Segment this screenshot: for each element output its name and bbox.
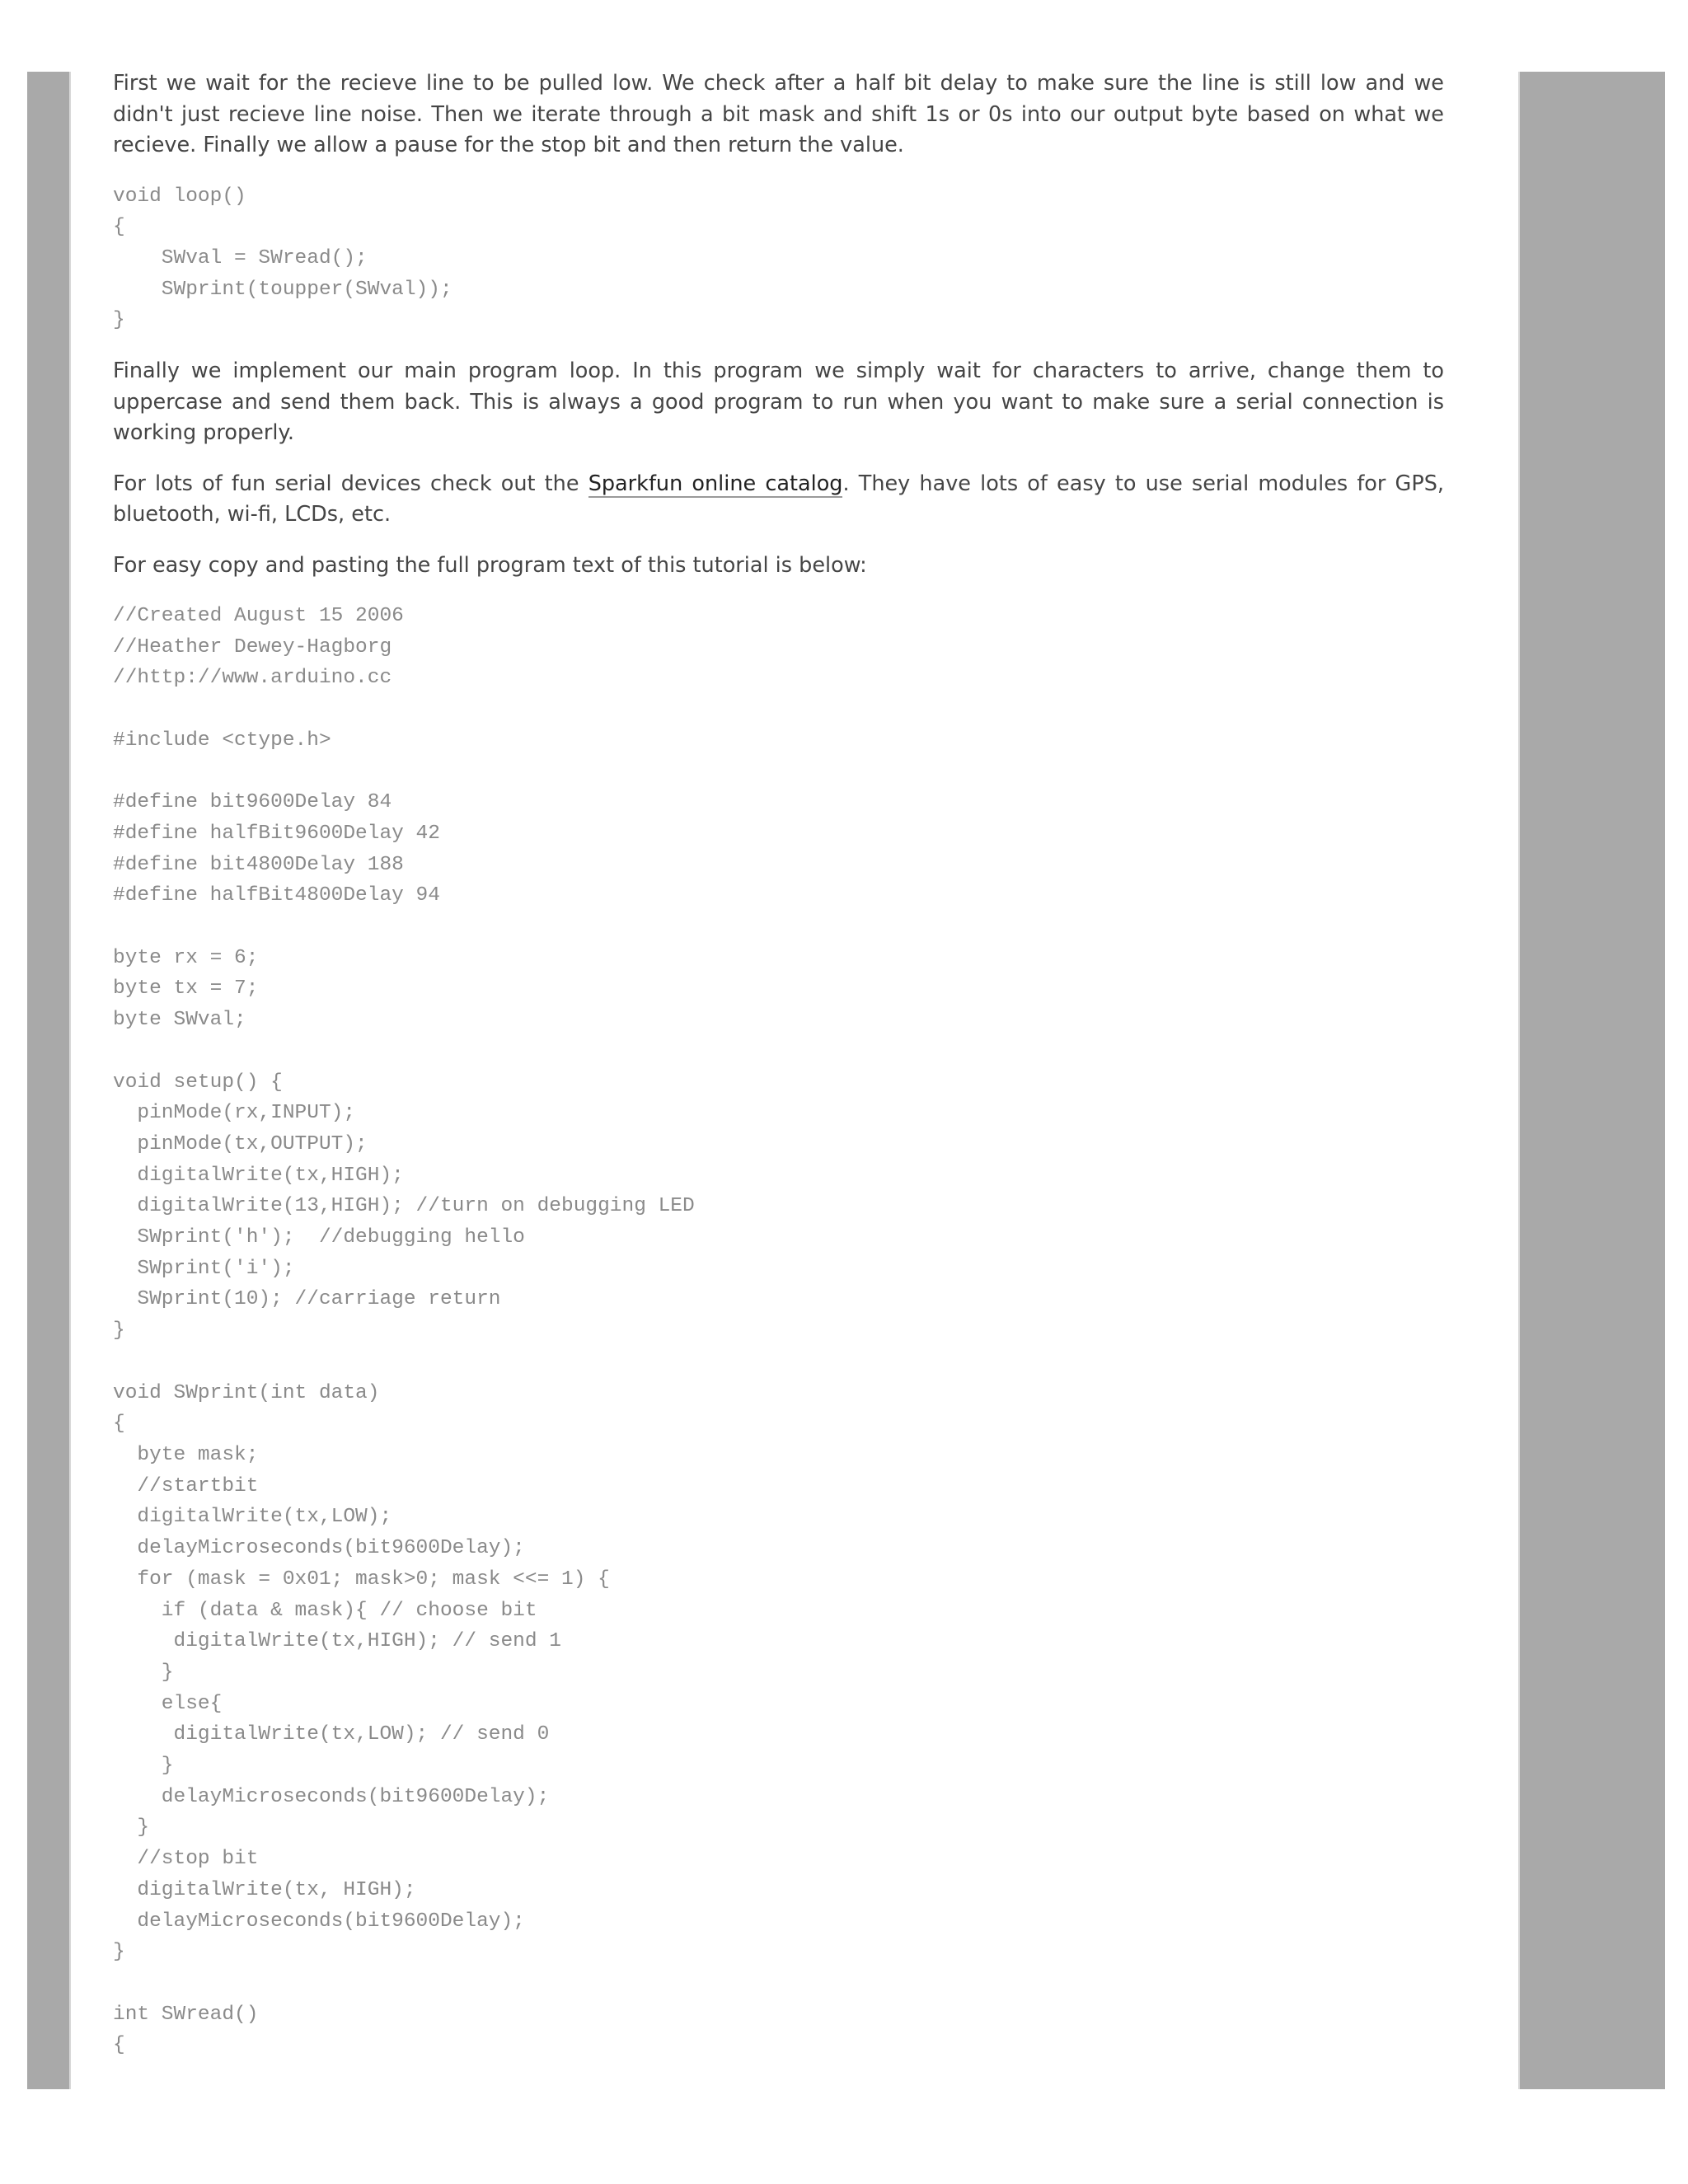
- receive-explanation-paragraph: First we wait for the recieve line to be pulled low. We check after a half bit delay to make sure the line is still low and we didn't just recieve line noise. Then we iterate through a bit mask and shift 1s or 0s into our output byte based on what we recieve. Finally we allow a pause for the stop bit and then return the value.: [113, 71, 1444, 157]
- sparkfun-catalog-link[interactable]: Sparkfun online catalog: [588, 471, 843, 496]
- left-margin-bar: [27, 72, 71, 2089]
- article-body: [113, 68, 1444, 2081]
- sparkfun-text-after: . They have lots of easy to use serial modules for GPS, bluetooth, wi-fi, LCDs, etc.: [113, 471, 1444, 527]
- right-margin-bar: [1518, 72, 1665, 2089]
- loop-code-block: void loop() { SWval = SWread(); SWprint(toupper(SWval)); }: [113, 185, 452, 332]
- full-program-code-block: //Created August 15 2006 //Heather Dewey-Hagborg //http://www.arduino.cc #include <ctype.h> #define bit9600Delay 84 #define halfBit9600Delay 42 #define bit4800Delay 188 #define halfBit4800Delay 94 byte rx = 6; byte tx = 7; byte SWval; void setup() { pinMode(rx,INPUT); pinMode(tx,OUTPUT); digitalWrite(tx,HIGH); digitalWrite(13,HIGH); //turn on debugging LED SWprint('h'); //debugging hello SWprint('i'); SWprint(10); //carriage return } void SWprint(int data) { byte mask; //startbit digitalWrite(tx,LOW); delayMicroseconds(bit9600Delay); for (mask = 0x01; mask>0; mask <<= 1) { if (data & mask){ // choose bit digitalWrite(tx,HIGH); // send 1 } else{ digitalWrite(tx,LOW); // send 0 } delayMicroseconds(bit9600Delay); } //stop bit digitalWrite(tx, HIGH); delayMicroseconds(bit9600Delay); } int SWread() {: [113, 605, 695, 2057]
- sparkfun-paragraph: [113, 469, 1444, 531]
- full-program-intro: For easy copy and pasting the full program text of this tutorial is below:: [113, 552, 867, 578]
- sparkfun-text-before: For lots of fun serial devices check out the: [113, 471, 588, 496]
- loop-explanation-paragraph: Finally we implement our main program loop. In this program we simply wait for characters to arrive, change them to uppercase and send them back. This is always a good program to run when you want to make sure a serial connection is working properly.: [113, 359, 1444, 446]
